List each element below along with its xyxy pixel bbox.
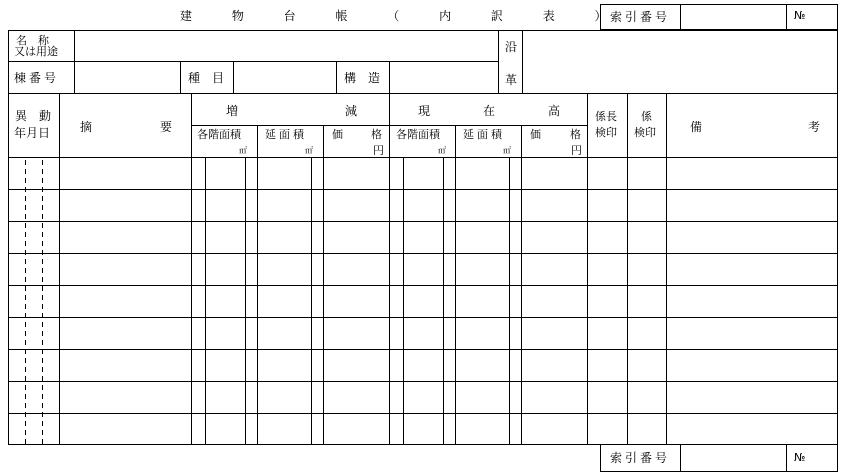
bottom-no-field[interactable] [810, 445, 837, 471]
name-label: 名 称 [16, 34, 49, 47]
name-field[interactable] [75, 31, 498, 61]
cur-price-unit: 円 [571, 144, 582, 157]
decrease-label: 減 [345, 104, 358, 118]
building-number-label: 棟番号 [14, 71, 60, 85]
summary-label-left: 摘 [80, 120, 93, 134]
cur-total-area-unit: ㎡ [503, 146, 511, 155]
inc-price-label-1: 価 [332, 128, 343, 141]
type-field[interactable] [234, 62, 336, 93]
bottom-no-label: № [794, 451, 806, 464]
cur-total-area-label: 延面積 [463, 128, 505, 141]
cur-floor-area-unit: ㎡ [438, 146, 446, 155]
inc-total-area-label: 延面積 [265, 128, 307, 141]
index-number-field[interactable] [681, 5, 786, 29]
current-label-2: 在 [483, 104, 496, 118]
history-label-top: 沿 [505, 40, 518, 54]
structure-field[interactable] [390, 62, 498, 93]
cur-price-label-2: 格 [570, 128, 581, 141]
staff-check-label-2: 検印 [634, 126, 656, 139]
form-title: 建 物 台 帳 （ 内 訳 表 ） [180, 9, 625, 23]
history-field[interactable] [523, 31, 837, 93]
history-label-bottom: 革 [505, 73, 518, 87]
no-field[interactable] [810, 5, 837, 29]
chief-check-label-2: 検印 [595, 126, 617, 139]
bottom-index-number-label: 索引番号 [610, 451, 671, 465]
inc-floor-area-label: 各階面積 [197, 128, 241, 141]
current-label-1: 現 [418, 104, 431, 118]
remarks-label-left: 備 [690, 120, 703, 134]
chief-check-label-1: 係長 [595, 110, 617, 123]
summary-label-right: 要 [160, 120, 173, 134]
change-date-label-2: 年月日 [14, 126, 51, 140]
index-number-label: 索引番号 [610, 10, 671, 24]
change-date-label-1: 異 動 [15, 109, 52, 123]
structure-label: 構造 [344, 71, 393, 85]
inc-total-area-unit: ㎡ [305, 146, 313, 155]
bottom-index-number-field[interactable] [681, 445, 786, 471]
cur-floor-area-label: 各階面積 [396, 128, 440, 141]
usage-label: 又は用途 [14, 45, 58, 58]
inc-price-label-2: 格 [371, 128, 382, 141]
no-label: № [794, 9, 806, 22]
cur-price-label-1: 価 [530, 128, 541, 141]
remarks-label-right: 考 [808, 120, 821, 134]
type-label: 種目 [188, 71, 237, 85]
increase-label: 増 [226, 104, 239, 118]
inc-floor-area-unit: ㎡ [239, 146, 247, 155]
inc-price-unit: 円 [373, 144, 384, 157]
staff-check-label-1: 係 [641, 110, 652, 123]
building-number-field[interactable] [75, 62, 180, 93]
current-label-3: 高 [548, 104, 561, 118]
